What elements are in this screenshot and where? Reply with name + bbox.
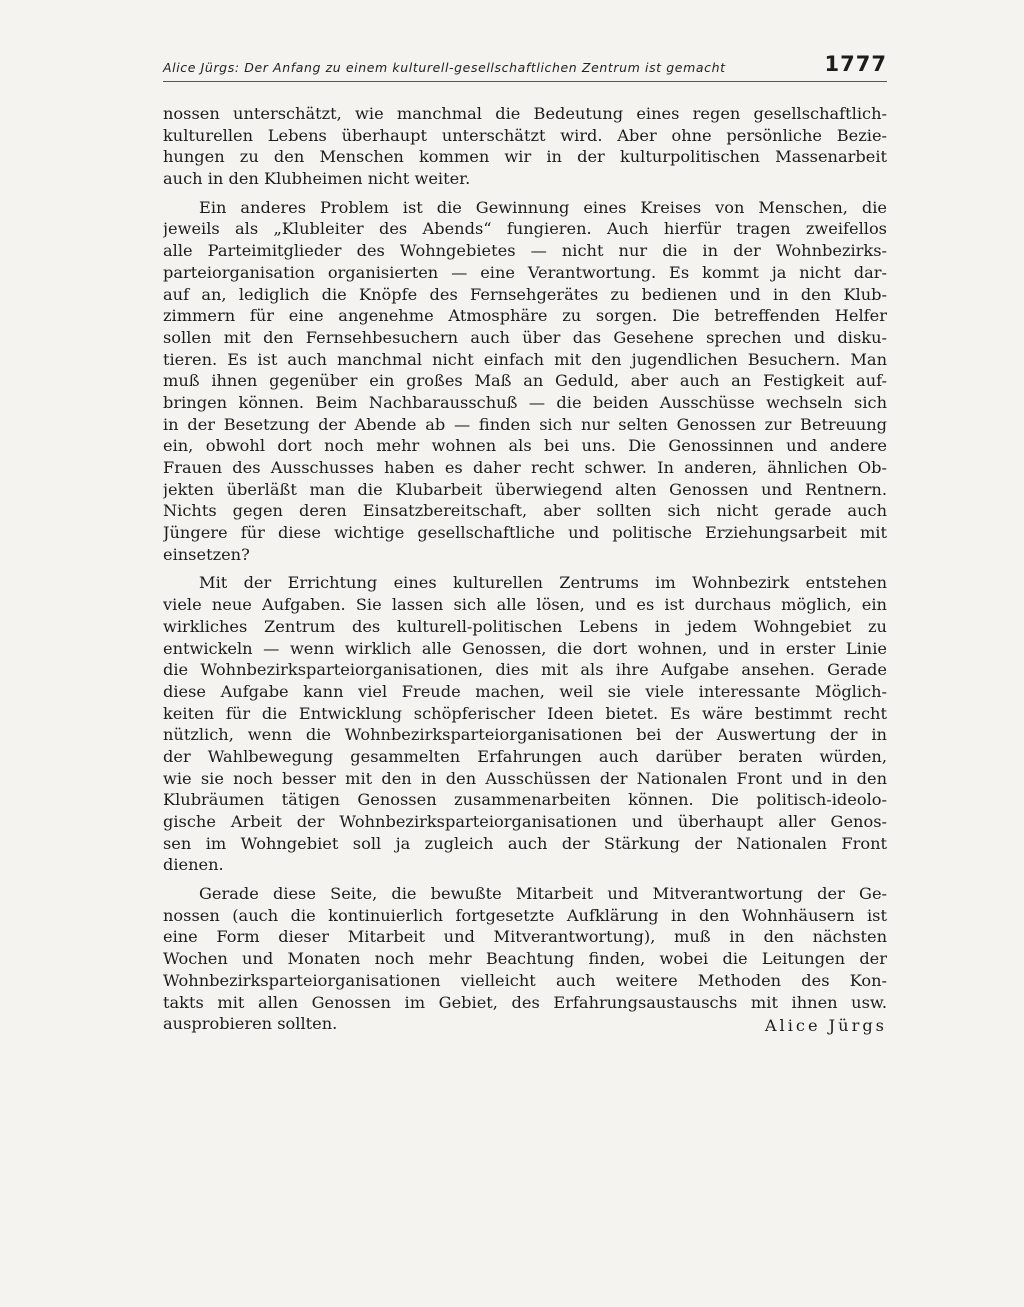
text-line: Frauen des Ausschusses haben es daher recht schwer. In anderen, ähnlichen Ob- (163, 458, 887, 477)
text-line: nossen (auch die kontinuierlich fortgesetzte Aufklärung in den Wohnhäusern ist (163, 905, 887, 925)
text-line: diese Aufgabe kann viel Freude machen, weil sie viele interessante Möglich- (163, 681, 887, 701)
text-line: sen im Wohngebiet soll ja zugleich auch der Stärkung der Nationalen Front (163, 833, 887, 853)
text-line: Ein anderes Problem ist die Gewinnung eines Kreises von Menschen, die (199, 197, 887, 217)
author-signature: Alice Jürgs (764, 1016, 887, 1035)
article-body (163, 103, 887, 1042)
text-line: viele neue Aufgaben. Sie lassen sich alle lösen, und es ist durchaus möglich, ein (163, 595, 887, 615)
text-line: in der Besetzung der Abende ab — finden sich nur selten Genossen zur Betreuung (163, 414, 887, 434)
text-line: tieren. Es ist auch manchmal nicht einfach mit den jugendlichen Besuchern. Man (163, 349, 887, 369)
text-line: takts mit allen Genossen im Gebiet, des Erfahrungsaustauschs mit ihnen usw. (163, 992, 887, 1012)
text-line: Nichts gegen deren Einsatzbereitschaft, aber sollten sich nicht gerade auch (163, 501, 887, 521)
text-line: hungen zu den Menschen kommen wir in der kulturpolitischen Massenarbeit (163, 147, 887, 167)
text-line: Wohnbezirksparteiorganisationen vielleicht auch weitere Methoden des Kon- (163, 970, 887, 990)
running-title: Alice Jürgs: Der Anfang zu einem kulturell-gesellschaftlichen Zentrum ist gemacht (163, 60, 726, 75)
header-rule (163, 81, 887, 82)
text-line: sollen mit den Fernsehbesuchern auch über das Gesehene sprechen und disku- (163, 327, 887, 347)
text-line: einsetzen? (163, 544, 250, 564)
page-number: 1777 (824, 52, 887, 76)
text-line: dienen. (163, 855, 224, 875)
text-line: ausprobieren sollten. (163, 1014, 338, 1034)
text-line: alle Parteimitglieder des Wohngebietes — nicht nur die in der Wohnbezirks- (163, 241, 887, 261)
text-line: Jüngere für diese wichtige gesellschaftliche und politische Erziehungsarbeit mit (163, 523, 887, 543)
text-line: der Wahlbewegung gesammelten Erfahrungen auch darüber beraten würden, (163, 746, 887, 766)
text-line: Wochen und Monaten noch mehr Beachtung finden, wobei die Leitungen der (163, 949, 887, 969)
text-line: keiten für die Entwicklung schöpferischer Ideen bietet. Es wäre bestimmt recht (163, 703, 887, 723)
text-line: Mit der Errichtung eines kulturellen Zentrums im Wohnbezirk entstehen (199, 573, 887, 593)
text-line: bringen können. Beim Nachbarausschuß — die beiden Ausschüsse wechseln sich (163, 392, 887, 412)
text-line: jeweils als „Klubleiter des Abends“ fungieren. Auch hierfür tragen zweifellos (163, 219, 887, 239)
text-line: zimmern für eine angenehme Atmosphäre zu sorgen. Die betreffenden Helfer (163, 306, 887, 326)
text-line: nützlich, wenn die Wohnbezirksparteiorganisationen bei der Auswertung der in (163, 725, 887, 745)
text-line: jekten überläßt man die Klubarbeit überwiegend alten Genossen und Rentnern. (163, 479, 887, 499)
text-line: auch in den Klubheimen nicht weiter. (163, 169, 471, 189)
text-line: Gerade diese Seite, die bewußte Mitarbeit und Mitverantwortung der Ge- (199, 884, 887, 904)
text-line: auf an, lediglich die Knöpfe des Fernsehgerätes zu bedienen und in den Klub- (163, 284, 887, 304)
text-line: entwickeln — wenn wirklich alle Genossen, die dort wohnen, und in erster Linie (163, 638, 887, 658)
text-line: Klubräumen tätigen Genossen zusammenarbeiten können. Die politisch-ideolo- (163, 790, 887, 810)
paragraph (163, 883, 887, 1035)
text-line: nossen unterschätzt, wie manchmal die Bedeutung eines regen gesellschaftlich- (163, 104, 887, 123)
text-line: die Wohnbezirksparteiorganisationen, dies mit als ihre Aufgabe ansehen. Gerade (163, 660, 887, 680)
text-line: wirkliches Zentrum des kulturell-politischen Lebens in jedem Wohngebiet zu (163, 616, 887, 636)
text-line: gische Arbeit der Wohnbezirksparteiorganisationen und überhaupt aller Genos- (163, 812, 887, 831)
paragraph (163, 197, 887, 566)
page-header (163, 52, 887, 82)
paragraph (163, 572, 887, 876)
text-line: kulturellen Lebens überhaupt unterschätzt wird. Aber ohne persönliche Bezie- (163, 125, 887, 145)
text-line: ein, obwohl dort noch mehr wohnen als bei uns. Die Genossinnen und andere (163, 436, 887, 456)
text-line: parteiorganisation organisierten — eine Verantwortung. Es kommt ja nicht dar- (163, 262, 887, 282)
text-line: muß ihnen gegenüber ein großes Maß an Geduld, aber auch an Festigkeit auf- (163, 371, 887, 391)
text-line: eine Form dieser Mitarbeit und Mitverantwortung), muß in den nächsten (163, 927, 887, 947)
paragraph (163, 103, 887, 190)
text-line: wie sie noch besser mit den in den Ausschüssen der Nationalen Front und in den (163, 768, 887, 788)
